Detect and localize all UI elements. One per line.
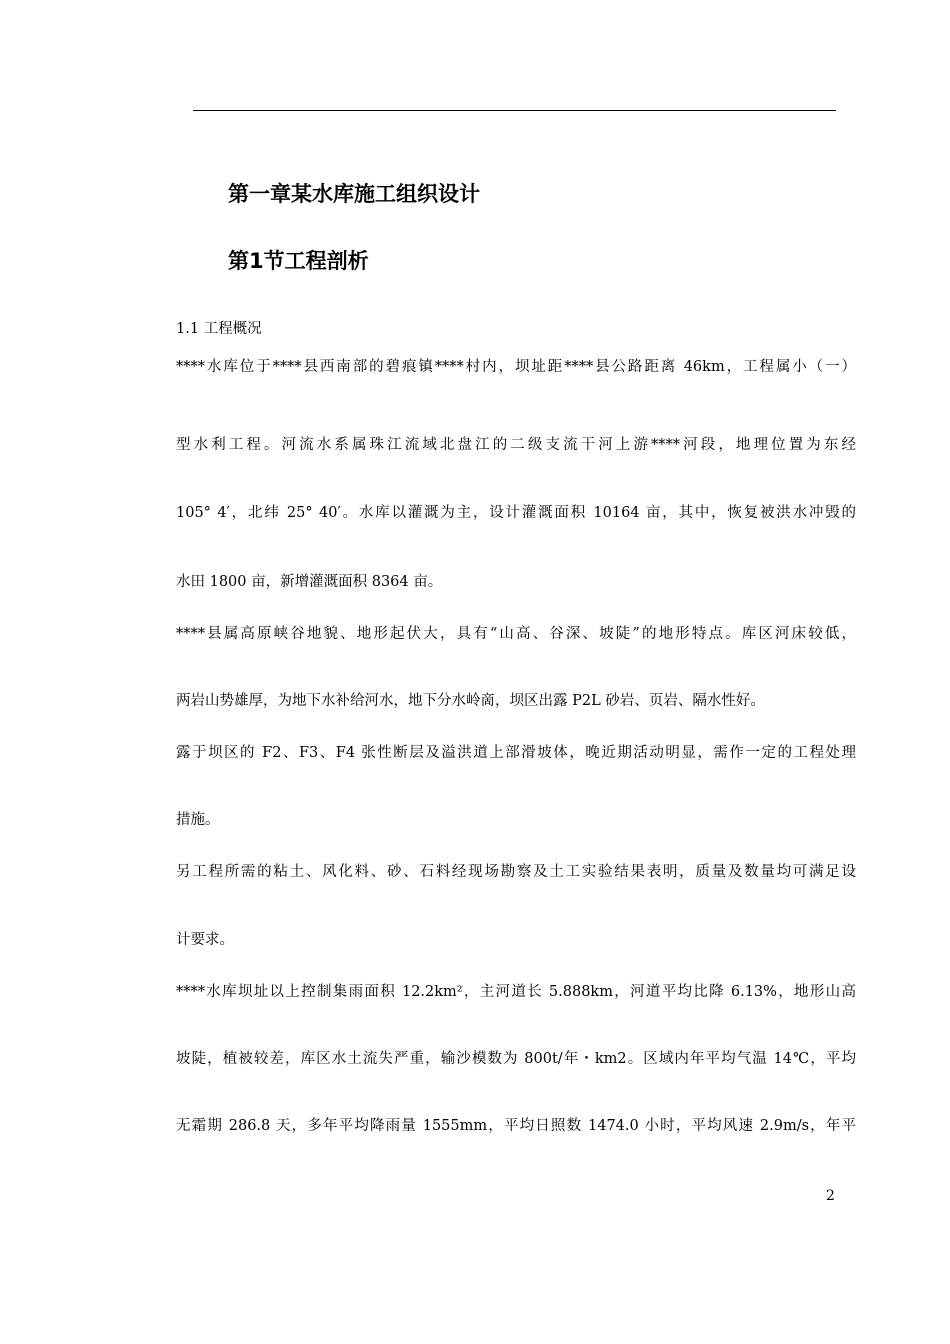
body-line: ****县属高原峡谷地貌、地形起伏大，具有“山高、谷深、坡陡”的地形特点。库区河床较低， bbox=[176, 626, 856, 642]
body-line: 型水利工程。河流水系属珠江流域北盘江的二级支流干河上游****河段，地理位置为东经 bbox=[176, 437, 856, 453]
page-number: 2 bbox=[826, 1188, 835, 1204]
body-line: 两岩山势雄厚，为地下水补给河水，地下分水岭啇，坝区出露 P2L 砂岩、页岩、隔水性好。 bbox=[176, 693, 765, 709]
body-line: ****水库位于****县西南部的碧痕镇****村内，坝址距****县公路距离 46km，工程属小（一） bbox=[176, 359, 856, 375]
body-line: 措施。 bbox=[176, 812, 220, 828]
chapter-title: 第一章某水库施工组织设计 bbox=[228, 182, 480, 206]
body-line: 水田 1800 亩，新增灌溉面积 8364 亩。 bbox=[176, 574, 443, 590]
subsection-title: 1.1 工程概况 bbox=[176, 321, 262, 337]
body-line: 坡陡，植被较差，库区水土流失严重，输沙模数为 800t/年・km2。区域内年平均气温 14℃，平均 bbox=[176, 1051, 856, 1067]
body-line: 露于坝区的 F2、F3、F4 张性断层及溢洪道上部滑坡体，晚近期活动明显，需作一定的工程处理 bbox=[176, 745, 856, 761]
body-line: 另工程所需的粘土、风化料、砂、石料经现场勘察及土工实验结果表明，质量及数量均可满足设 bbox=[176, 864, 856, 880]
section-title: 第1节工程剖析 bbox=[228, 249, 369, 273]
body-line: 无霜期 286.8 天，多年平均降雨量 1555mm，平均日照数 1474.0 小时，平均风速 2.9m/s，年平 bbox=[176, 1118, 856, 1134]
body-line: 计要求。 bbox=[176, 932, 234, 948]
header-rule bbox=[193, 110, 836, 111]
body-line: 105° 4′，北纬 25° 40′。水库以灌溉为主，设计灌溉面积 10164 亩，其中，恢复被洪水冲毁的 bbox=[176, 505, 856, 521]
body-line: ****水库坝址以上控制集雨面积 12.2km²，主河道长 5.888km，河道平均比降 6.13%，地形山高 bbox=[176, 984, 856, 1000]
